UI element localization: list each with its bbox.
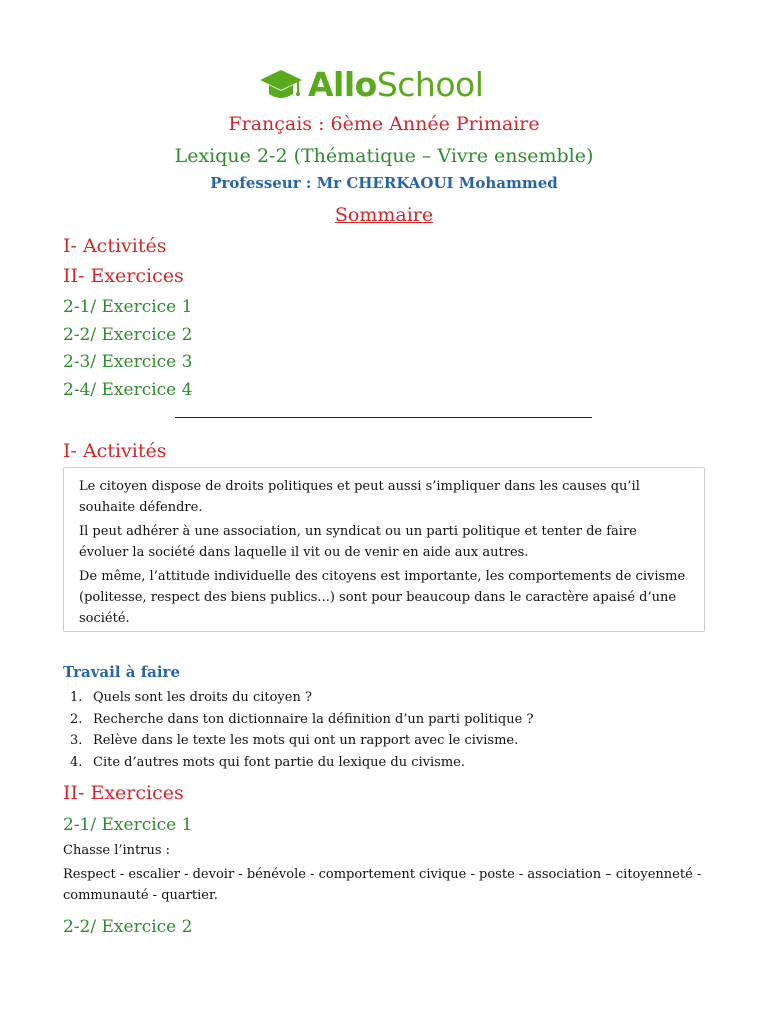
paragraph: Le citoyen dispose de droits politiques et peut aussi s’impliquer dans les causes qu’il souhaite défendre. [79,479,640,515]
alloschool-logo[interactable] [258,62,483,106]
lexique-title: Lexique 2-2 (Thématique – Vivre ensemble) [174,145,594,167]
toc-link-exercice-1[interactable]: 2-1/ Exercice 1 [63,297,193,317]
subject-title: Français : 6ème Année Primaire [228,113,540,135]
question-text: Cite d’autres mots qui font partie du lexique du civisme. [93,754,465,770]
divider [175,417,592,418]
list-item: 1. Quels sont les droits du citoyen ? [70,687,533,709]
logo-text [308,65,483,104]
toc-link-exercice-2[interactable]: 2-2/ Exercice 2 [63,325,193,345]
travail-heading: Travail à faire [63,663,181,681]
exercise-1-instruction: Chasse l’intrus : [63,843,171,858]
paragraph: De même, l’attitude individuelle des citoyens est importante, les comportements de civisme (politesse, respect des biens publics...) sont pour beaucoup dans le caractère apaisé d’une société. [79,569,686,626]
toc-link-activites[interactable]: I- Activités [63,235,167,257]
professor-name: Professeur : Mr CHERKAOUI Mohammed [210,174,558,192]
toc-link-exercices[interactable]: II- Exercices [63,265,184,287]
question-list [70,687,533,773]
exercise-2-heading: 2-2/ Exercice 2 [63,917,193,937]
text-box [63,467,705,632]
section-heading-exercices: II- Exercices [63,782,184,804]
logo-text-bold: Allo [308,64,377,104]
toc-link-exercice-4[interactable]: 2-4/ Exercice 4 [63,380,193,400]
graduation-cap-icon [258,62,304,106]
exercise-1-heading: 2-1/ Exercice 1 [63,815,193,835]
exercise-1-text: Respect - escalier - devoir - bénévole - comportement civique - poste - association – citoyenneté - communauté - quartier. [63,867,702,903]
sommaire-heading: Sommaire [334,204,434,226]
paragraph: Il peut adhérer à une association, un syndicat ou un parti politique et tenter de faire évoluer la société dans laquelle il vit ou de venir en aide aux autres. [79,524,637,560]
list-item: 3. Relève dans le texte les mots qui ont un rapport avec le civisme. [70,730,533,752]
toc-link-exercice-3[interactable]: 2-3/ Exercice 3 [63,352,193,372]
question-text: Recherche dans ton dictionnaire la définition d’un parti politique ? [93,711,534,727]
question-text: Relève dans le texte les mots qui ont un rapport avec le civisme. [93,733,519,748]
section-heading-activites: I- Activités [63,440,167,462]
logo-text-light: School [376,64,484,104]
list-item: 4. Cite d’autres mots qui font partie du lexique du civisme. [70,752,533,774]
list-item: 2. Recherche dans ton dictionnaire la définition d’un parti politique ? [70,709,533,731]
question-text: Quels sont les droits du citoyen ? [93,690,312,705]
